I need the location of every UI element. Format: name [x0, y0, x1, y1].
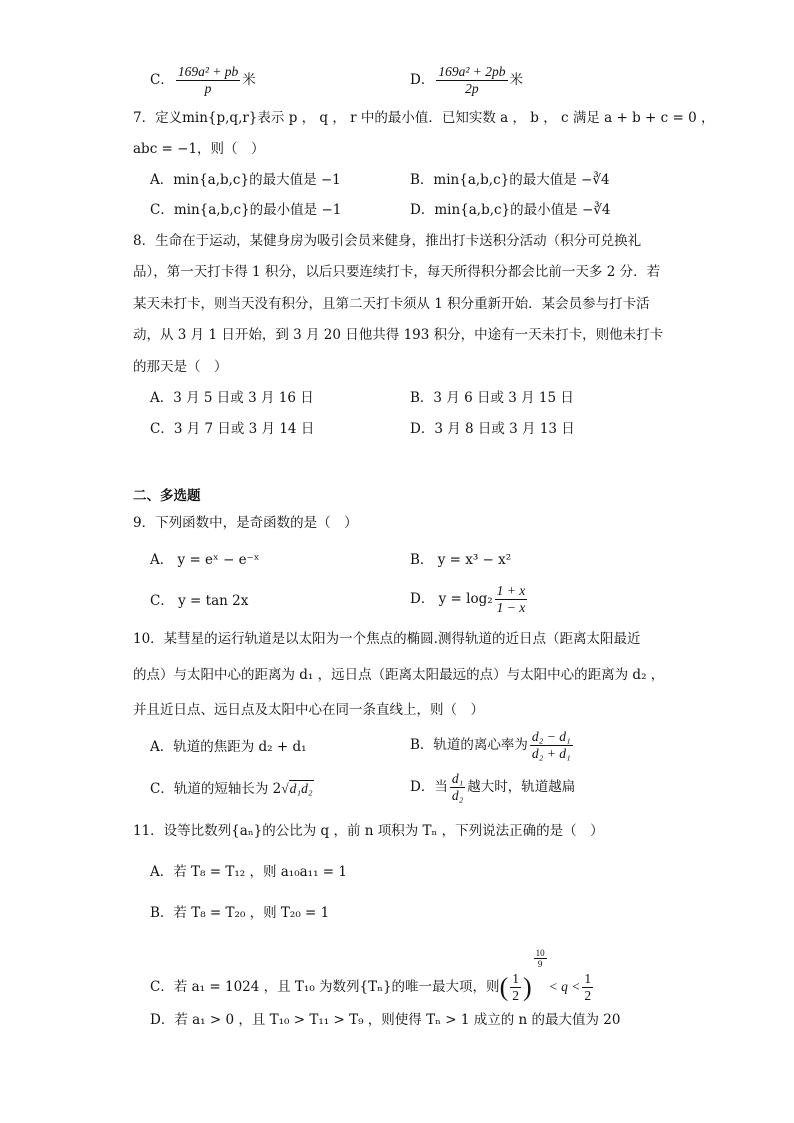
- q8-stem-line1: 8．生命在于运动，某健身房为吸引会员来健身，推出打卡送积分活动（积分可兑换礼: [133, 233, 642, 249]
- q9-stem: 9．下列函数中，是奇函数的是（ ）: [133, 515, 358, 531]
- fraction: [530, 729, 573, 762]
- q10-option-d: [410, 771, 575, 804]
- q6-option-c: [150, 64, 256, 97]
- q6-option-d: [410, 64, 523, 97]
- fraction-base: [510, 971, 521, 1004]
- option-label: C．: [150, 72, 174, 88]
- numerator: 10: [535, 948, 545, 958]
- denominator: d₂: [451, 788, 464, 803]
- denominator: 2: [584, 988, 592, 1003]
- denominator: 2p: [465, 81, 479, 96]
- q8-option-c: C．3 月 7 日或 3 月 14 日: [150, 421, 315, 437]
- q11-option-d: D．若 a₁ > 0 ，且 T₁₀ > T₁₁ > T₉ ，则使得 Tₙ > 1 成立的 n 的最大值为 20: [150, 1012, 621, 1028]
- numerator: 1: [584, 971, 592, 986]
- q9-option-b: B． y = x³ − x²: [410, 552, 512, 568]
- q8-option-a: A．3 月 5 日或 3 月 16 日: [150, 390, 314, 406]
- q11-option-b: B．若 T₈ = T₂₀ ，则 T₂₀ = 1: [150, 905, 330, 921]
- q7-option-d: D．min{a,b,c}的最小值是 −∛4: [410, 202, 611, 218]
- denominator: d₂ + d₁: [531, 746, 571, 761]
- q7-stem-line1: 7．定义min{p,q,r}表示 p ， q ， r 中的最小值．已知实数 a ， b ， c 满足 a + b + c = 0 ，: [133, 110, 715, 126]
- denominator: p: [204, 81, 212, 96]
- denominator: 1 − x: [496, 600, 526, 615]
- inequality: < q <: [548, 979, 581, 994]
- q9-option-c: C． y = tan 2x: [150, 593, 249, 609]
- q10-stem-line1: 10．某彗星的运行轨道是以太阳为一个焦点的椭圆.测得轨道的近日点（距离太阳最近: [133, 631, 641, 647]
- q11-option-a: A．若 T₈ = T₁₂ ，则 a₁₀a₁₁ = 1: [150, 864, 347, 880]
- q8-option-d: D．3 月 8 日或 3 月 13 日: [410, 421, 575, 437]
- q8-option-b: B．3 月 6 日或 3 月 15 日: [410, 390, 574, 406]
- q10-option-a: A．轨道的焦距为 d₂ + d₁: [150, 739, 307, 755]
- q11-stem: 11．设等比数列{aₙ}的公比为 q ，前 n 项积为 Tₙ ，下列说法正确的是（ ）: [133, 823, 604, 839]
- option-label: D．当: [410, 779, 448, 795]
- q10-option-c: C．轨道的短轴长为 2√d₁d₂: [150, 781, 313, 797]
- q10-stem-line3: 并且近日点、远日点及太阳中心在同一条直线上，则（ ）: [133, 702, 484, 718]
- unit: 米: [509, 72, 523, 88]
- q11-option-c: C．若 a₁ = 1024 ，且 T₁₀ 为数列{Tₙ}的唯一最大项，则( $\frac{1}{2}$ ) $\frac{10}{9}$ < q < $\frac{1}{2}$: [150, 948, 592, 1003]
- fraction-rhs: [582, 971, 593, 1004]
- q8-stem-line4: 动，从 3 月 1 日开始，到 3 月 20 日他共得 193 积分，中途有一天未打卡，则他未打卡: [133, 327, 664, 343]
- option-label: C．轨道的短轴长为 2: [150, 781, 282, 797]
- q7-stem-line2: abc = −1，则（ ）: [133, 141, 265, 157]
- section-heading: 二、多选题: [133, 488, 201, 504]
- q7-option-a: A．min{a,b,c}的最大值是 −1: [150, 172, 341, 188]
- option-tail: 越大时，轨道越扁: [467, 779, 576, 795]
- q10-option-b: [410, 729, 575, 762]
- numerator: 169a² + 2pb: [438, 64, 506, 79]
- option-label: C．若 a₁ = 1024 ，且 T₁₀ 为数列{Tₙ}的唯一最大项，则: [150, 979, 500, 995]
- numerator: 1: [512, 971, 519, 986]
- denominator: 9: [537, 959, 543, 969]
- numerator: 169a² + pb: [177, 64, 239, 79]
- q9-option-d: [410, 583, 529, 616]
- fraction: [450, 771, 465, 804]
- unit: 米: [242, 72, 256, 88]
- denominator: 2: [512, 988, 519, 1003]
- q9-option-a: A． y = eˣ − e⁻ˣ: [150, 552, 260, 568]
- q7-option-c: C．min{a,b,c}的最小值是 −1: [150, 202, 342, 218]
- q8-stem-line3: 某天未打卡，则当天没有积分，且第二天打卡须从 1 积分重新开始．某会员参与打卡活: [133, 296, 650, 312]
- q8-stem-line5: 的那天是（ ）: [133, 359, 228, 375]
- numerator: d₂ − d₁: [531, 729, 571, 744]
- numerator: 1 + x: [496, 583, 526, 598]
- q7-option-b: B．min{a,b,c}的最大值是 −∛4: [410, 172, 610, 188]
- option-label: D． y = log₂: [410, 591, 493, 607]
- option-label: B．轨道的离心率为: [410, 737, 528, 753]
- option-label: D．: [410, 72, 435, 88]
- numerator: d₁: [451, 771, 464, 786]
- q10-stem-line2: 的点）与太阳中心的距离为 d₁ ，远日点（距离太阳最远的点）与太阳中心的距离为 d₂ ，: [133, 667, 665, 683]
- sqrt-radicand: d₁d₂: [289, 781, 313, 796]
- fraction-exponent: [534, 948, 547, 969]
- q8-stem-line2: 品），第一天打卡得 1 积分，以后只要连续打卡，每天所得积分都会比前一天多 2 分．若: [133, 264, 661, 280]
- fraction: [176, 64, 240, 97]
- fraction: [436, 64, 507, 97]
- fraction: [495, 583, 528, 616]
